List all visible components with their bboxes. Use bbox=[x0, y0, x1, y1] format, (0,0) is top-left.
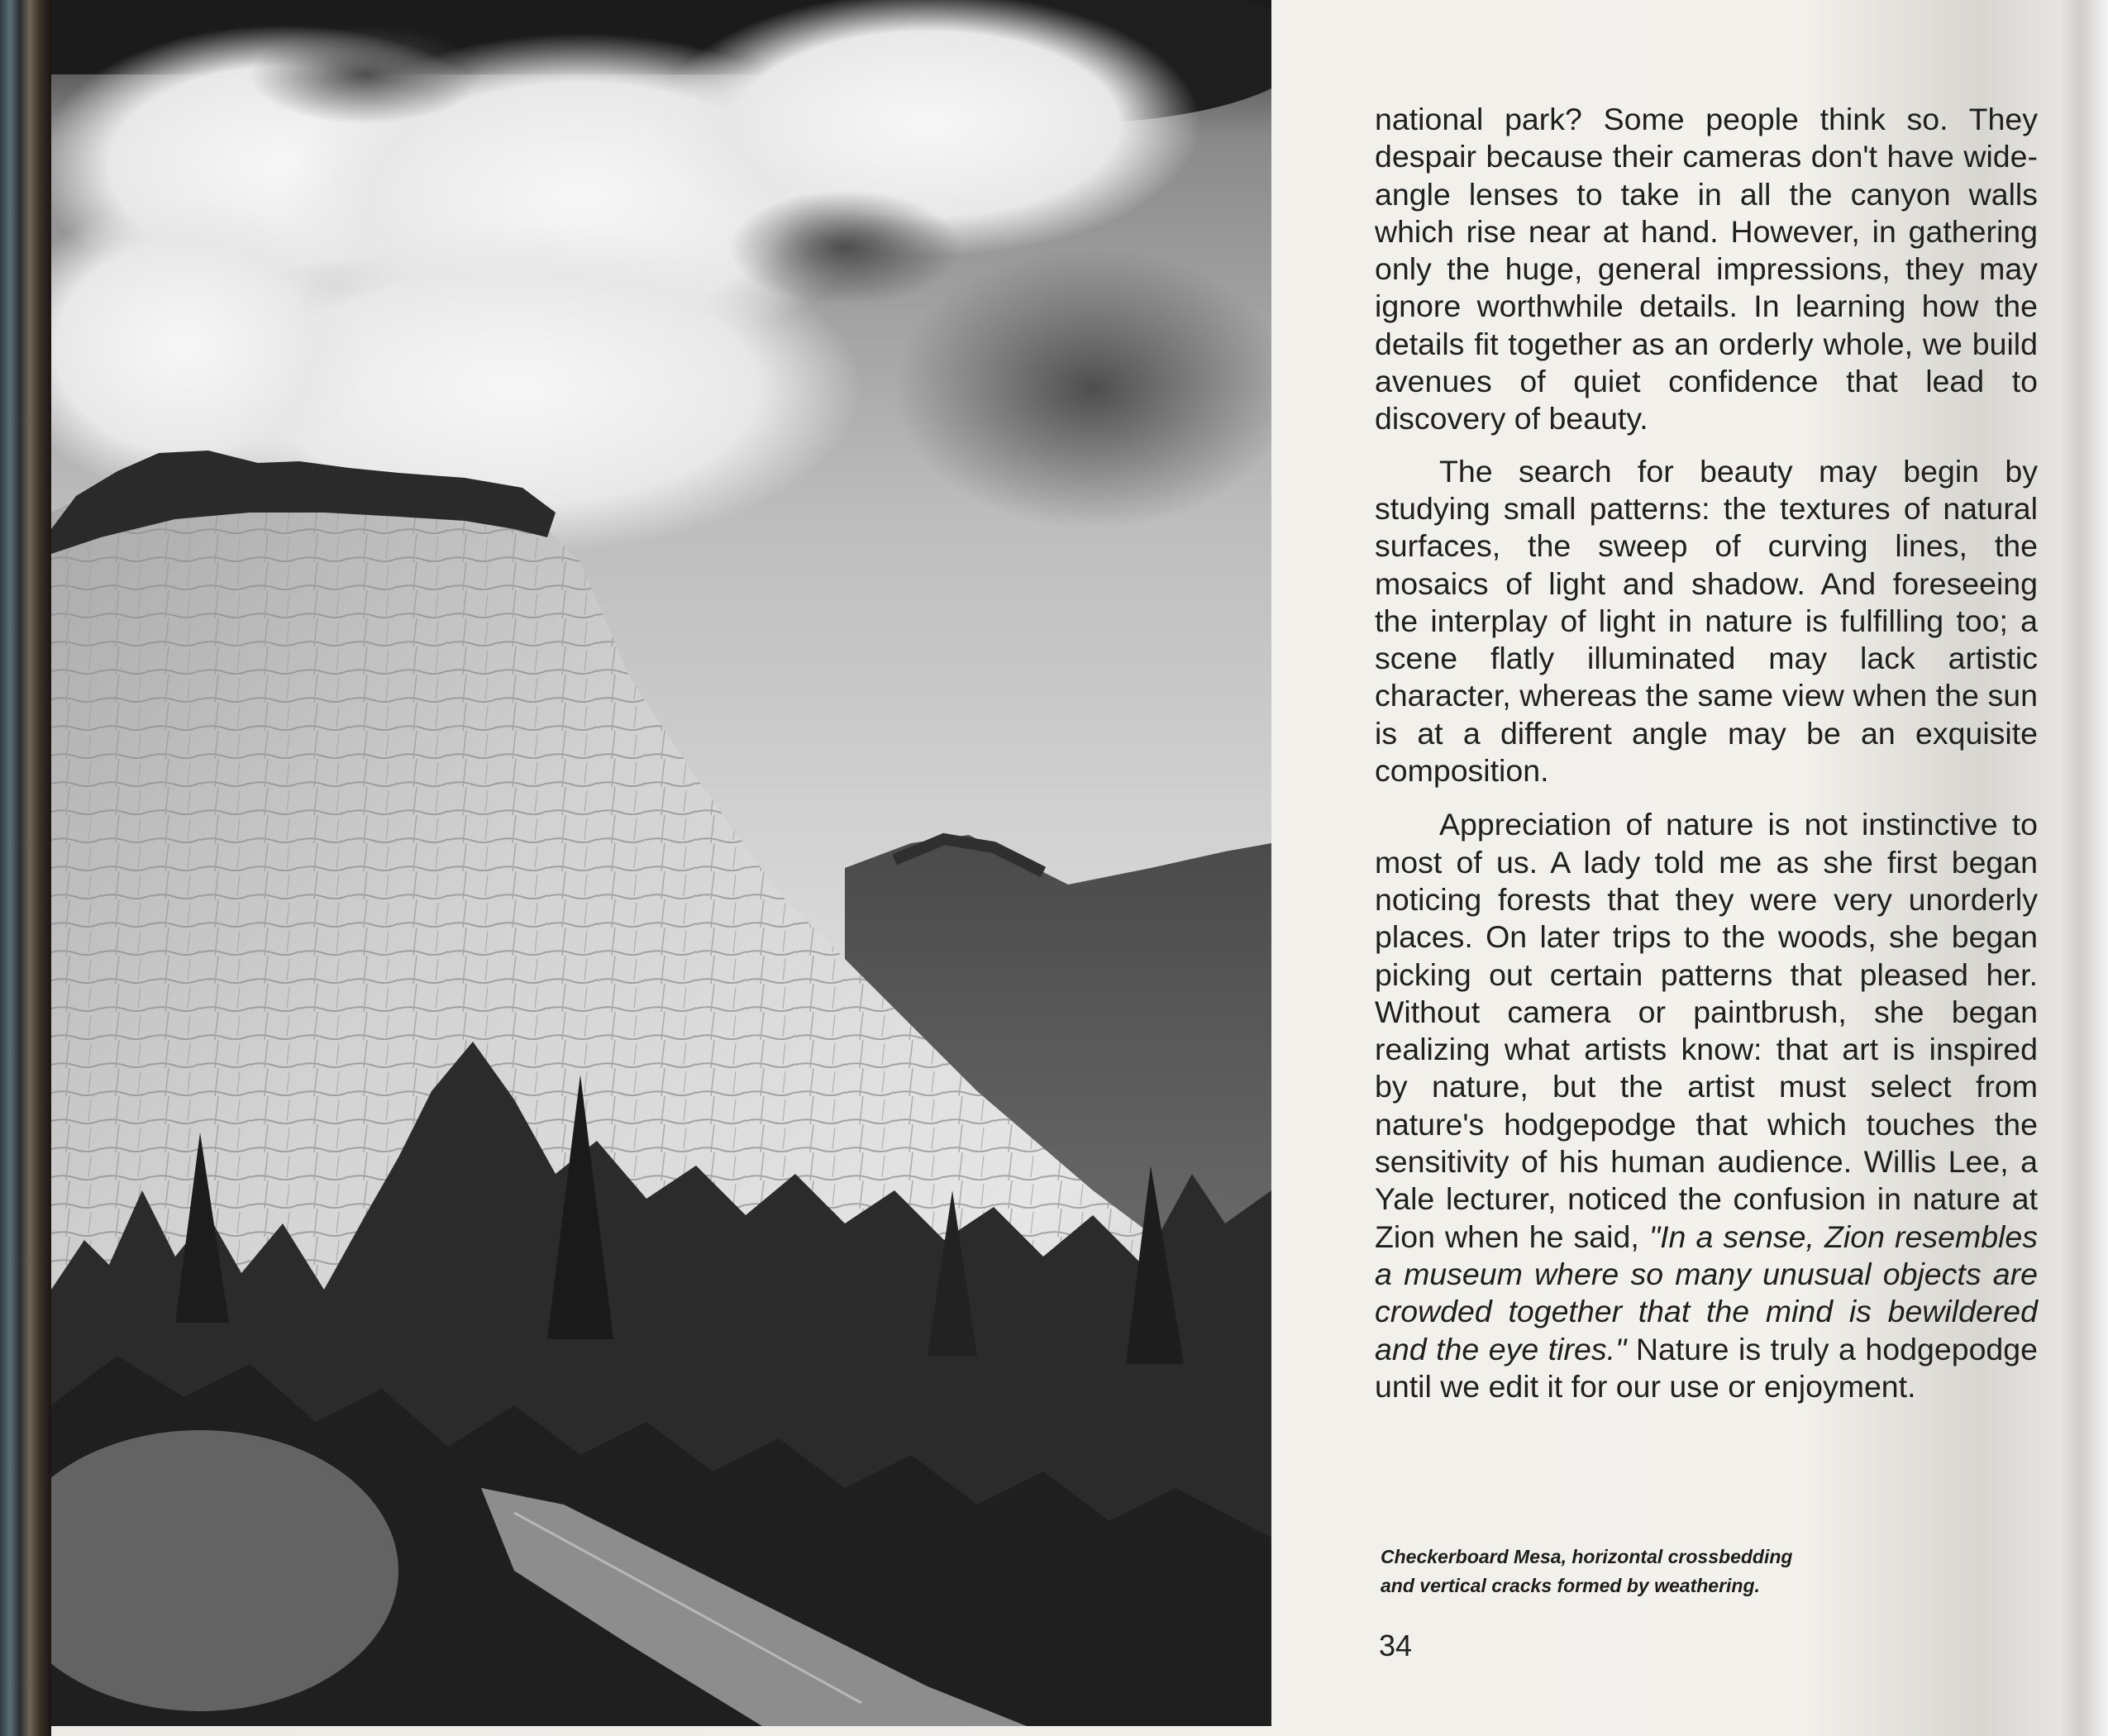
paragraph-1: national park? Some people think so. They despair because their cameras don't have wide-angle lenses to take in all the canyon walls which rise near at hand. However, in gathering only the huge, general impressions, they may ignore worthwhile details. In learning how the details fit together as an orderly whole, we build avenues of quiet confidence that lead to discovery of beauty. bbox=[1375, 102, 2038, 436]
caption-line-1: Checkerboard Mesa, horizontal crossbedding bbox=[1381, 1546, 1793, 1567]
book-binding bbox=[0, 0, 51, 1736]
mesa-photograph bbox=[51, 0, 1271, 1726]
paragraph-2: The search for beauty may begin by studying small patterns: the textures of natural surfaces, the sweep of curving lines, the mosaics of light and shadow. And foreseeing the interplay of light in nature is fulfilling too; a scene flatly illuminated may lack artistic character, whereas the same view when the sun is at a different angle may be an exquisite composition. bbox=[1375, 453, 2038, 789]
page-edge-shadow bbox=[2058, 0, 2108, 1736]
photo-caption bbox=[1381, 1543, 1910, 1600]
caption-line-2: and vertical cracks formed by weathering. bbox=[1381, 1575, 1760, 1596]
paragraph-3-start: Appreciation of nature is not instinctive to most of us. A lady told me as she first began noticing forests that they were very unorderly places. On later trips to the woods, she began picking out certain patterns that pleased her. Without camera or paintbrush, she began realizing what artists know: that art is inspired by nature, but the artist must select from nature's hodgepodge that which touches the sensitivity of his human audience. Willis Lee, a Yale lecturer, noticed the confusion in nature at Zion when he said, bbox=[1375, 807, 2038, 1254]
willis-lee-quote: "In a sense, Zion resembles a museum where so many unusual objects are crowded together that the mind is bewildered and the eye tires." bbox=[1375, 1219, 2038, 1366]
paragraph-3-end: Nature is truly a hodgepodge until we edit it for our use or enjoyment. bbox=[1375, 1331, 2038, 1404]
page-number: 34 bbox=[1379, 1629, 1413, 1662]
body-text bbox=[1375, 101, 2038, 1405]
paragraph-3 bbox=[1375, 806, 2038, 1405]
